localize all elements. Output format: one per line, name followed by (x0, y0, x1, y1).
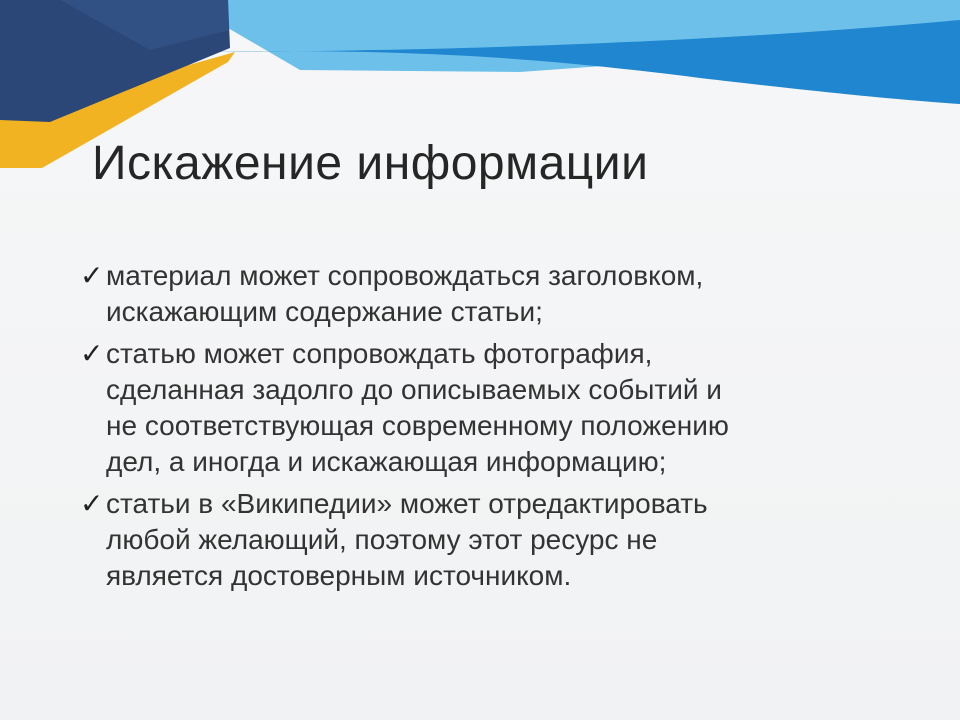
bullet-text: материал может сопровождаться заголовком, искажающим содержание статьи; (106, 260, 704, 327)
bullet-text: статьи в «Википедии» может отредактировать любой желающий, поэтому этот ресурс не является достоверным источником. (106, 488, 708, 591)
check-icon: ✓ (80, 488, 104, 519)
bullet-list (80, 258, 900, 600)
bullet-item (80, 336, 900, 480)
bullet-item (80, 258, 900, 330)
check-icon: ✓ (80, 338, 104, 369)
check-icon: ✓ (80, 260, 104, 291)
bullet-text: статью может сопровождать фотография, сделанная задолго до описываемых событий и не соответствующая современному положению дел, а иногда и искажающая информацию; (106, 338, 729, 477)
slide-title: Искажение информации (92, 137, 649, 190)
bullet-item (80, 486, 900, 594)
